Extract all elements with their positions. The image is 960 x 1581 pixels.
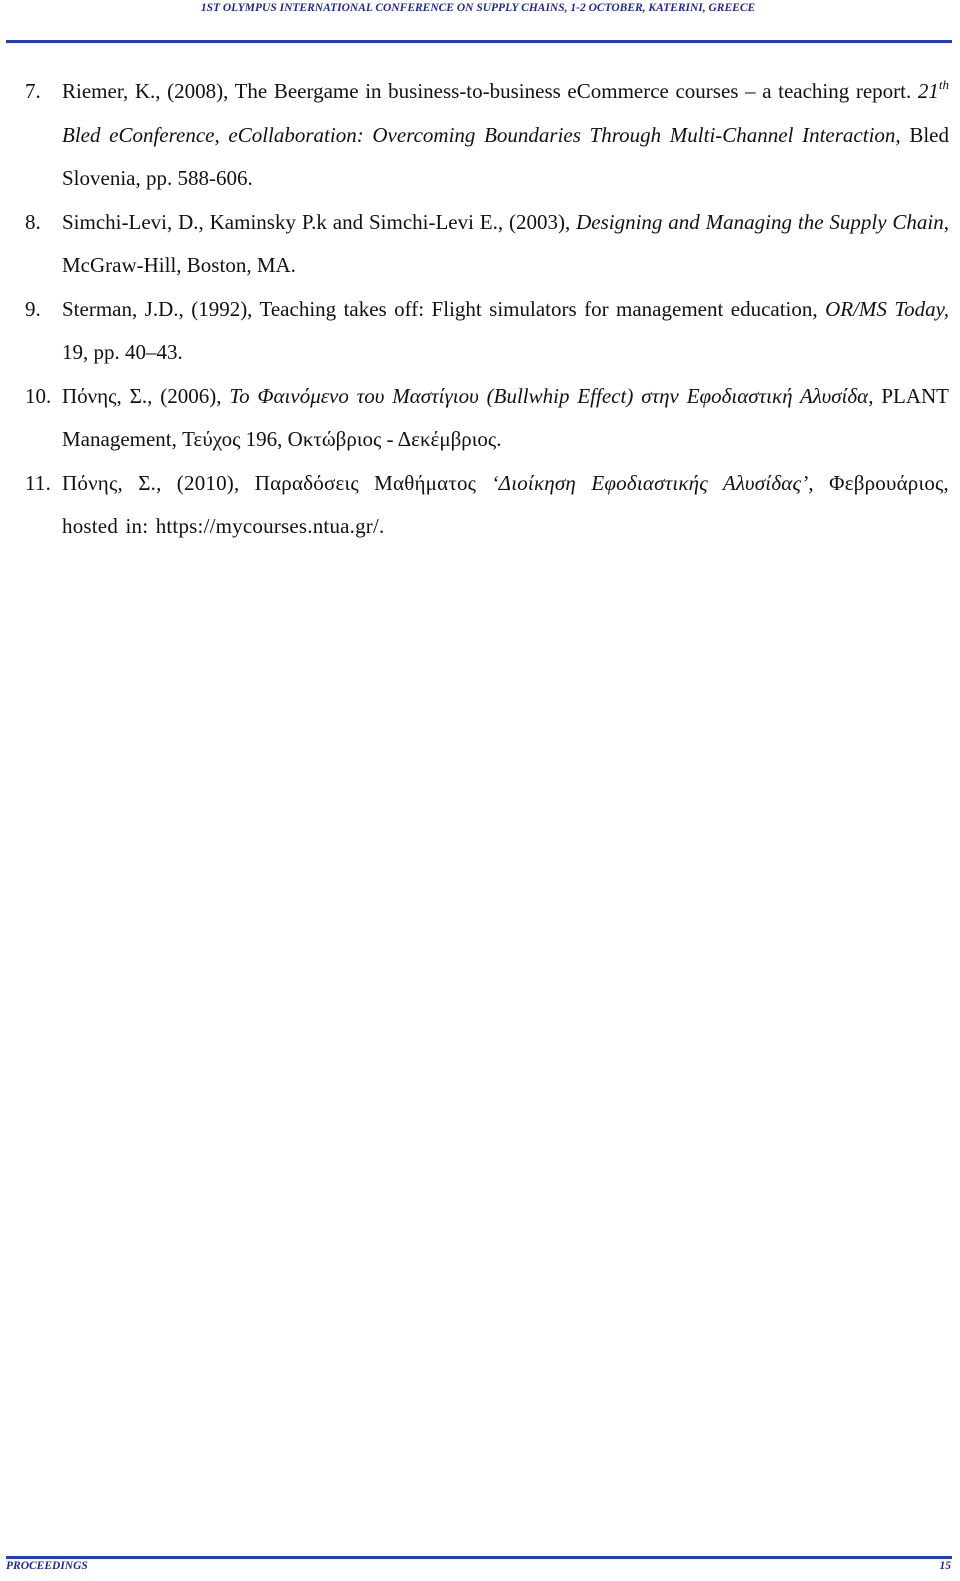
reference-author: Πόνης, Σ., (2006),	[62, 383, 230, 408]
reference-title: ‘Διοίκηση Εφοδιαστικής Αλυσίδας’	[491, 470, 809, 495]
reference-details: , PLANT Management, Τεύχος 196, Οκτώβριος - Δεκέμβριος.	[62, 383, 949, 451]
reference-item	[25, 201, 949, 288]
reference-details: , McGraw-Hill, Boston, MA.	[62, 209, 949, 277]
reference-title: Το Φαινόμενο του Μαστίγιου (Bullwhip Effect) στην Εφοδιαστική Αλυσίδα	[229, 383, 869, 408]
reference-details: 19, pp. 40–43.	[62, 340, 183, 364]
reference-author: Πόνης, Σ., (2010), Παραδόσεις Μαθήματος	[62, 470, 492, 495]
reference-item	[25, 70, 949, 201]
reference-item	[25, 462, 949, 549]
reference-details: , Bled Slovenia, pp. 588-606.	[62, 122, 949, 190]
reference-author: Simchi-Levi, D., Kaminsky P.k and Simchi-Levi E., (2003),	[62, 209, 577, 234]
reference-number: 9.	[25, 296, 41, 321]
page-number: 15	[939, 1560, 951, 1572]
reference-number: 11.	[25, 470, 52, 495]
reference-title-prefix: 21	[917, 79, 939, 103]
footer-rule	[6, 1556, 952, 1559]
header-rule	[6, 40, 952, 43]
reference-title-superscript: th	[938, 77, 949, 92]
reference-author: Sterman, J.D., (1992), Teaching takes off: Flight simulators for management education,	[62, 296, 826, 321]
running-title: 1ST OLYMPUS INTERNATIONAL CONFERENCE ON SUPPLY CHAINS, 1-2 OCTOBER, KATERINI, GREECE	[200, 2, 756, 14]
reference-title: Designing and Managing the Supply Chain	[576, 209, 944, 234]
reference-item	[25, 288, 949, 375]
page-header	[0, 0, 960, 40]
reference-number: 10.	[25, 383, 52, 408]
reference-details: , Φεβρουάριος, hosted in: https://mycourses.ntua.gr/.	[62, 470, 949, 538]
reference-number: 8.	[25, 209, 41, 234]
reference-number: 7.	[25, 79, 41, 103]
footer-label: PROCEEDINGS	[6, 1560, 88, 1572]
reference-title: OR/MS Today,	[825, 296, 949, 321]
reference-list	[25, 70, 949, 549]
reference-title: Bled eConference, eCollaboration: Overcoming Boundaries Through Multi-Channel Interaction	[62, 122, 896, 147]
reference-author: Riemer, K., (2008), The Beergame in business-to-business eCommerce courses – a teaching report.	[62, 79, 918, 103]
reference-item	[25, 375, 949, 462]
